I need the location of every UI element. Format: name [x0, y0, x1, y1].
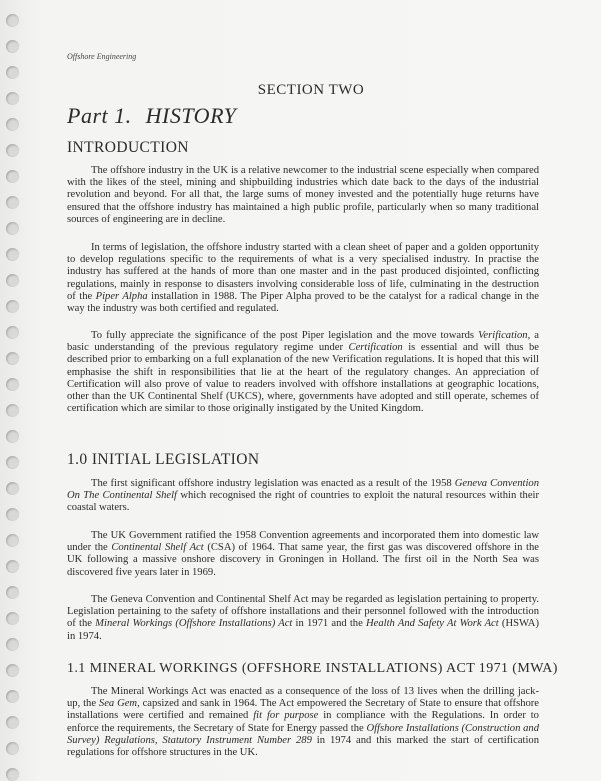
mwa-p1-i3: Offshore Installations (Construction and Survey) Regulations, Statutory Instrument Number 289 [67, 722, 539, 746]
legislation-paragraph-2 [67, 530, 539, 579]
intro-paragraph-1 [67, 165, 539, 226]
intro-p2-a: In terms of legislation, the offshore industry started with a clean sheet of paper and a golden opportunity to develop regulations specific to the requirements of what is a very specialised industry. In practise the industry has suffered at the hands of more than one master and in the past produced disjointed, conflicting regulations, mainly in response to disasters involving considerable loss of life, culminating in the destruction of the [67, 242, 539, 302]
leg-p3-i1: Mineral Workings (Offshore Installations) Act [95, 618, 293, 630]
mwa-paragraph-1 [67, 686, 539, 759]
leg-p3-c: (HSWA) in 1974. [67, 618, 539, 642]
introduction-heading: INTRODUCTION [67, 139, 189, 156]
leg-p2-a: The UK Government ratified the 1958 Convention agreements and incorporated them into domestic law under the [67, 530, 539, 554]
running-header: Offshore Engineering [67, 52, 137, 61]
initial-legislation-heading: 1.0 INITIAL LEGISLATION [67, 451, 260, 468]
leg-p2-b: (CSA) of 1964. That same year, the first gas was discovered offshore in the UK following a massive onshore discovery in Groningen in Holland. The first oil in the North Sea was discovered five years later in 1969. [67, 542, 539, 578]
part-number: Part 1. [67, 103, 132, 128]
leg-p1-i: Geneva Convention On The Continental Shelf [67, 478, 539, 502]
leg-p3-b: in 1971 and the [292, 618, 367, 630]
section-title: SECTION TWO [257, 82, 365, 98]
mwa-p1-a: The Mineral Workings Act was enacted as a consequence of the loss of 13 lives when the drilling jack-up, the [67, 686, 539, 710]
intro-p1-text: The offshore industry in the UK is a relative newcomer to the industrial scene especially when compared with the likes of the steel, mining and shipbuilding industries which date back to the days of the industrial revolution and beyond. For all that, the large sums of money invested and the potentially huge returns have ensured that the offshore industry has maintained a high public profile, particularly when so many traditional sources of engineering are in decline. [67, 165, 539, 225]
intro-p3-a: To fully appreciate the significance of the post Piper legislation and the move towards [91, 330, 479, 341]
part-title: HISTORY [145, 103, 237, 128]
legislation-paragraph-3 [67, 594, 539, 643]
intro-p3-c: is essential and will thus be described prior to embarking on a full explanation of the new Verification regulations. It is hoped that this will emphasise the shift in responsibilities that lie at the heart of the regulatory changes. An appreciation of Certification will also prove of value to readers involved with offshore installations at geographic locations, other than the UK Continental Shelf (UKCS), where, governments have adopted and still operate, schemes of certification which are similar to those originally instigated by the United Kingdom. [67, 342, 539, 415]
mwa-p1-i2: fit for purpose [253, 710, 319, 722]
mwa-p1-b: , capsized and sank in 1964. The Act empowered the Secretary of State to ensure that offshore installations were certified and remained [67, 698, 540, 722]
intro-p3-b: , a basic understanding of the previous regulatory regime under [67, 330, 539, 354]
leg-p3-i2: Health And Safety At Work Act [366, 618, 499, 630]
intro-p2-b: installation in 1988. The Piper Alpha proved to be the catalyst for a radical change in the way the industry was both certified and regulated. [67, 290, 539, 315]
leg-p1-a: The first significant offshore industry legislation was enacted as a result of the 1958 [91, 478, 455, 489]
intro-paragraph-2 [67, 242, 539, 315]
leg-p2-i: Continental Shelf Act [111, 542, 204, 554]
mwa-p1-c: in compliance with the Regulations. In order to enforce the requirements, the Secretary of State for Energy passed the [67, 710, 539, 734]
mwa-p1-i1: Sea Gem [98, 698, 138, 710]
leg-p1-b: which recognised the right of countries to exploit the natural resources within their coastal waters. [67, 490, 539, 514]
intro-p3-i2: Certification [348, 342, 403, 354]
binder-holes [6, 0, 26, 781]
part-heading [67, 103, 236, 129]
leg-p3-a: The Geneva Convention and Continental Shelf Act may be regarded as legislation pertaining to property. Legislation pertaining to the safety of offshore installations and their personnel followed with the introduction of the [67, 594, 539, 630]
intro-paragraph-3 [67, 330, 539, 415]
mwa-p1-d: in 1974 and this marked the start of certification regulations for offshore structures in the UK. [67, 734, 540, 759]
intro-p2-italic: Piper Alpha [95, 290, 148, 302]
intro-p3-i1: Verification [478, 330, 528, 341]
legislation-paragraph-1 [67, 478, 539, 515]
mwa-heading: 1.1 MINERAL WORKINGS (OFFSHORE INSTALLATIONS) ACT 1971 (MWA) [67, 661, 558, 676]
